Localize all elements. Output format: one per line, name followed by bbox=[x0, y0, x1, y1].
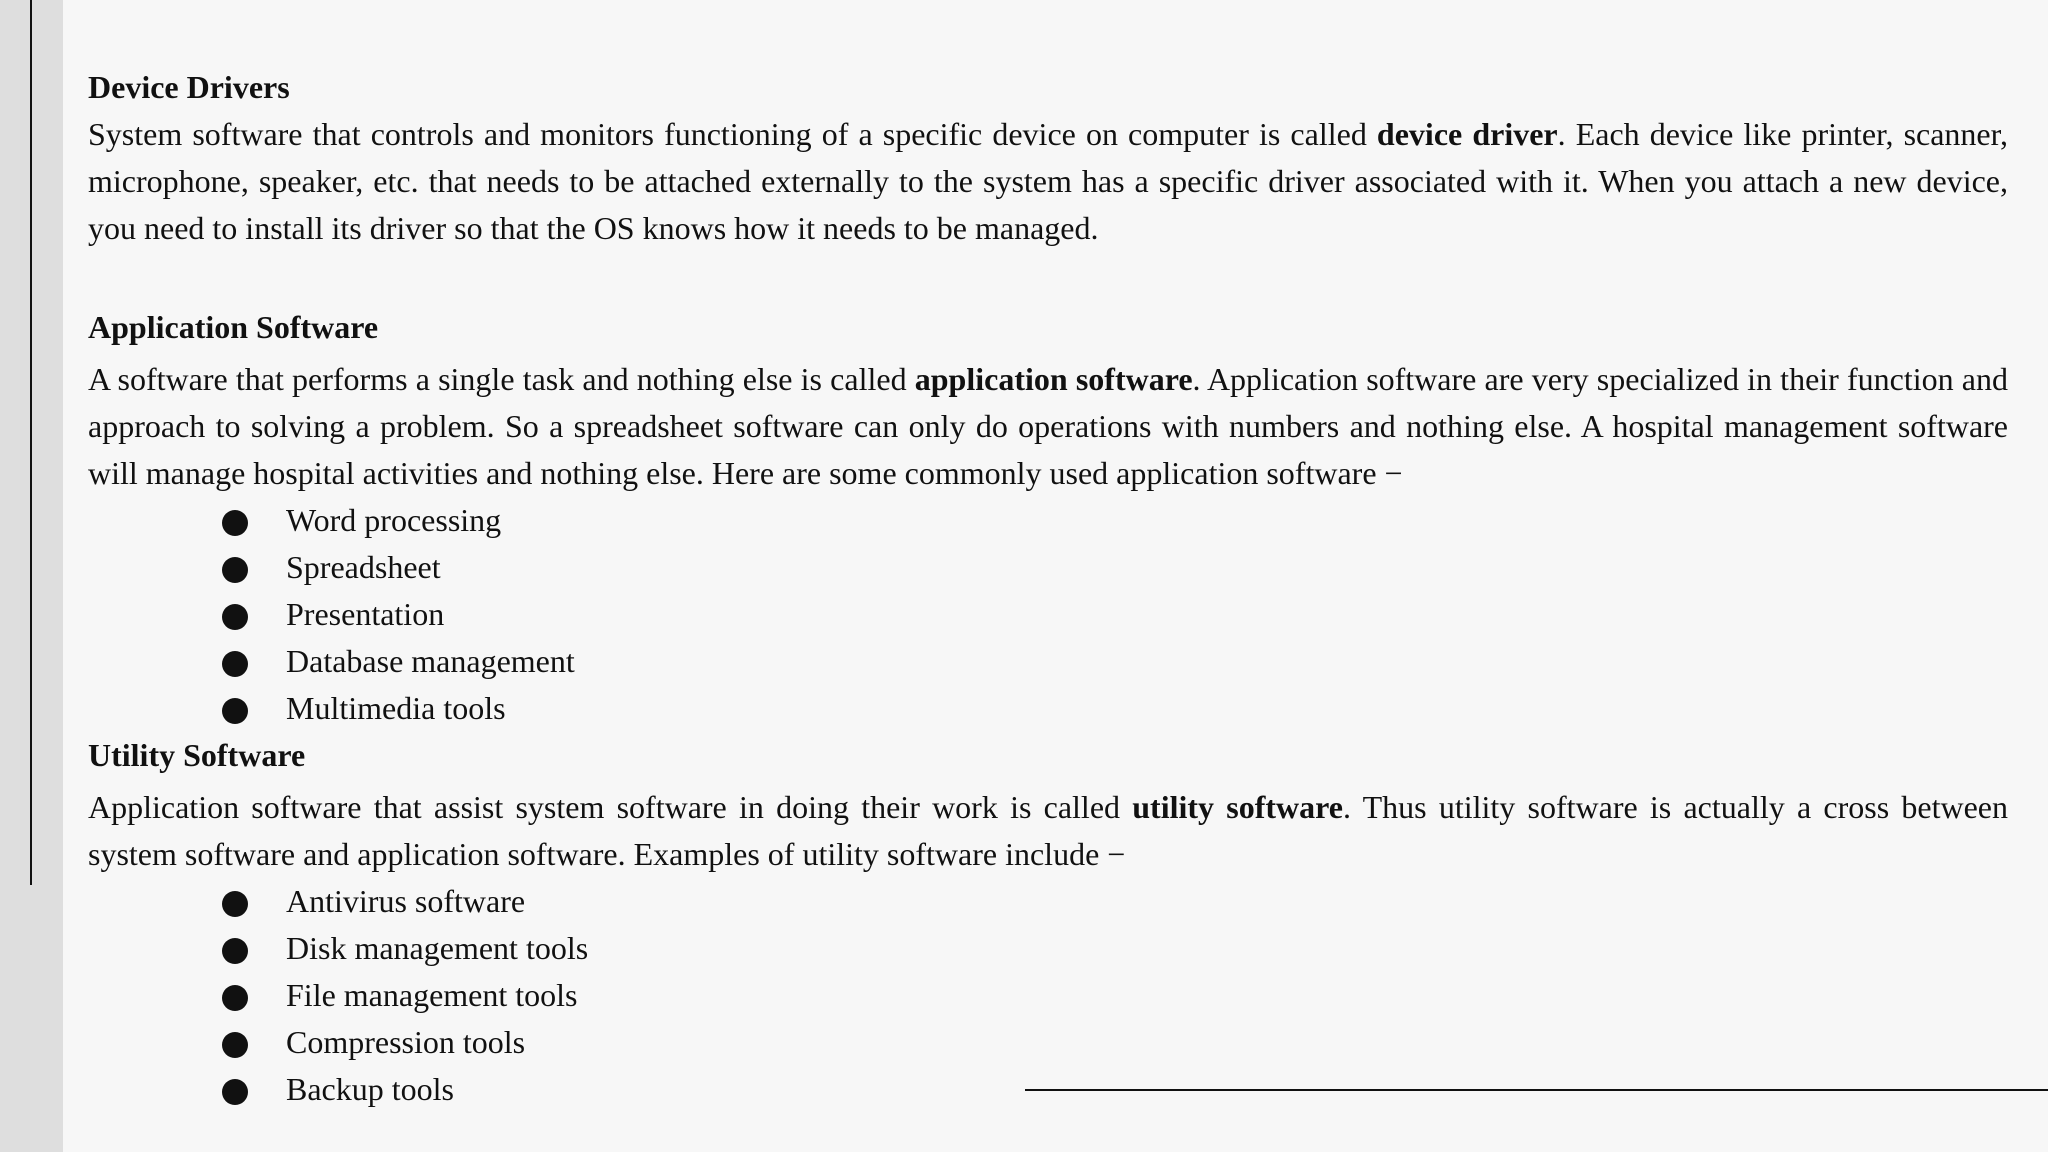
bold-term: utility software bbox=[1132, 789, 1343, 825]
section-utility-software bbox=[88, 732, 2008, 1113]
bullet-icon bbox=[222, 698, 248, 724]
list-item-label: Word processing bbox=[286, 502, 502, 538]
application-software-list bbox=[88, 497, 2008, 732]
heading-utility-software: Utility Software bbox=[88, 737, 306, 773]
gutter-vertical-rule bbox=[30, 0, 32, 885]
list-item bbox=[88, 925, 2008, 972]
list-item bbox=[88, 591, 2008, 638]
paragraph-application-software bbox=[88, 356, 2008, 497]
section-device-drivers bbox=[88, 64, 2008, 252]
bullet-icon bbox=[222, 891, 248, 917]
bullet-icon bbox=[222, 938, 248, 964]
paragraph-utility-software bbox=[88, 784, 2008, 878]
bullet-icon bbox=[222, 510, 248, 536]
list-item-label: File management tools bbox=[286, 977, 578, 1013]
paragraph-text: A software that performs a single task and nothing else is called bbox=[88, 361, 915, 397]
bullet-icon bbox=[222, 1079, 248, 1105]
bullet-icon bbox=[222, 985, 248, 1011]
utility-software-list bbox=[88, 878, 2008, 1113]
list-item-label: Presentation bbox=[286, 596, 445, 632]
paragraph-text: System software that controls and monitors functioning of a specific device on computer is called bbox=[88, 116, 1377, 152]
footnote-separator-line bbox=[1025, 1089, 2048, 1091]
heading-application-software: Application Software bbox=[88, 309, 379, 345]
list-item-label: Backup tools bbox=[286, 1071, 454, 1107]
list-item-label: Compression tools bbox=[286, 1024, 526, 1060]
bullet-icon bbox=[222, 651, 248, 677]
list-item-label: Spreadsheet bbox=[286, 549, 441, 585]
document-content bbox=[88, 64, 2008, 1113]
bold-term: application software bbox=[914, 361, 1193, 397]
paragraph-text: . Thus utility software is actually a cross between system software and application software. Examples of utility software include − bbox=[88, 789, 2009, 872]
list-item bbox=[88, 878, 2008, 925]
paragraph-text: . Each device like printer, scanner, microphone, speaker, etc. that needs to be attached externally to the system has a specific driver associated with it. When you attach a new device, you need to install its driver so that the OS knows how it needs to be managed. bbox=[88, 116, 2009, 246]
list-item-label: Multimedia tools bbox=[286, 690, 506, 726]
list-item bbox=[88, 685, 2008, 732]
section-application-software bbox=[88, 304, 2008, 732]
bullet-icon bbox=[222, 1032, 248, 1058]
list-item bbox=[88, 497, 2008, 544]
list-item-label: Antivirus software bbox=[286, 883, 526, 919]
list-item bbox=[88, 544, 2008, 591]
list-item bbox=[88, 972, 2008, 1019]
list-item bbox=[88, 1019, 2008, 1066]
paragraph-text: . Application software are very specialized in their function and approach to solving a problem. So a spreadsheet software can only do operations with numbers and nothing else. A hospital management software will manage hospital activities and nothing else. Here are some commonly used application software − bbox=[88, 361, 2008, 491]
paragraph-device-drivers bbox=[88, 111, 2008, 252]
bullet-icon bbox=[222, 557, 248, 583]
paragraph-text: Application software that assist system software in doing their work is called bbox=[88, 789, 1133, 825]
bold-term: device driver bbox=[1376, 116, 1558, 152]
list-item-label: Database management bbox=[286, 643, 575, 679]
bullet-icon bbox=[222, 604, 248, 630]
heading-device-drivers: Device Drivers bbox=[88, 69, 290, 105]
list-item-label: Disk management tools bbox=[286, 930, 589, 966]
list-item bbox=[88, 638, 2008, 685]
